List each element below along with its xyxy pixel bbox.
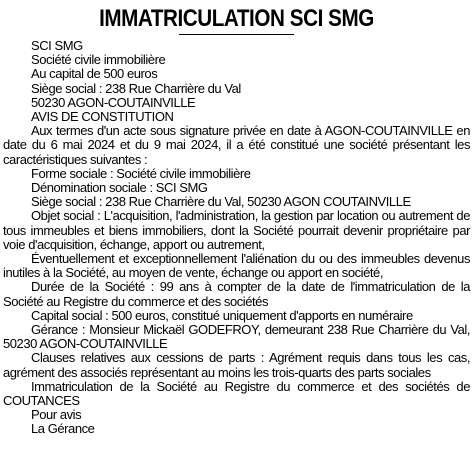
share-capital: Capital social : 500 euros, constitué uniquement d'apports en numéraire — [31, 307, 413, 323]
registration: Immatriculation de la Société au Registre du commerce et des sociétés de COUTANCES — [3, 378, 470, 409]
company-denomination: Dénomination sociale : SCI SMG — [31, 180, 208, 196]
title-underline — [179, 34, 294, 35]
company-capital: Au capital de 500 euros — [31, 66, 158, 82]
corporate-purpose: Objet social : L'acquisition, l'administration, la gestion par location ou autrement de tous immeubles et biens immobiliers, dont la Société pourrait devenir propriétaire par voie d'acquisition, échange, apport ou autrement, — [3, 208, 470, 252]
share-transfer-clause: Clauses relatives aux cessions de parts : Agrément requis dans tous les cas, agrément des associés représentant au moins les trois-quarts des parts sociales — [3, 350, 470, 380]
deed-paragraph: Aux termes d'un acte sous signature privée en date à AGON-COUTAINVILLE en date du 6 mai 2024 et du 9 mai 2024, il a été constitué une société présentant les caractéristiques suivantes : — [3, 123, 470, 167]
closing-for-notice: Pour avis — [31, 407, 82, 423]
notice-title: IMMATRICULATION SCI SMG — [99, 5, 374, 32]
company-duration: Durée de la Société : 99 ans à compter de la date de l'immatriculation de la Société au Registre du commerce et des sociétés — [3, 279, 470, 309]
registered-office: Siège social : 238 Rue Charrière du Val, 50230 AGON COUTAINVILLE — [31, 194, 411, 210]
signature: La Gérance — [31, 421, 95, 437]
alienation-clause: Éventuellement et exceptionnellement l'aliénation du ou des immeubles devenus inutiles à la Société, au moyen de vente, échange ou apport en société, — [3, 251, 470, 281]
company-name: SCI SMG — [31, 38, 83, 53]
company-type: Société civile immobilière — [31, 52, 166, 68]
notice-body — [3, 39, 470, 437]
legal-form: Forme sociale : Société civile immobilière — [31, 165, 251, 181]
company-address: Siège social : 238 Rue Charrière du Val — [31, 80, 241, 96]
company-city: 50230 AGON-COUTAINVILLE — [31, 94, 196, 110]
notice-heading: AVIS DE CONSTITUTION — [31, 109, 174, 125]
management: Gérance : Monsieur Mickaël GODEFROY, demeurant 238 Rue Charrière du Val, 50230 AGON-COUTAINVILLE — [3, 322, 470, 352]
